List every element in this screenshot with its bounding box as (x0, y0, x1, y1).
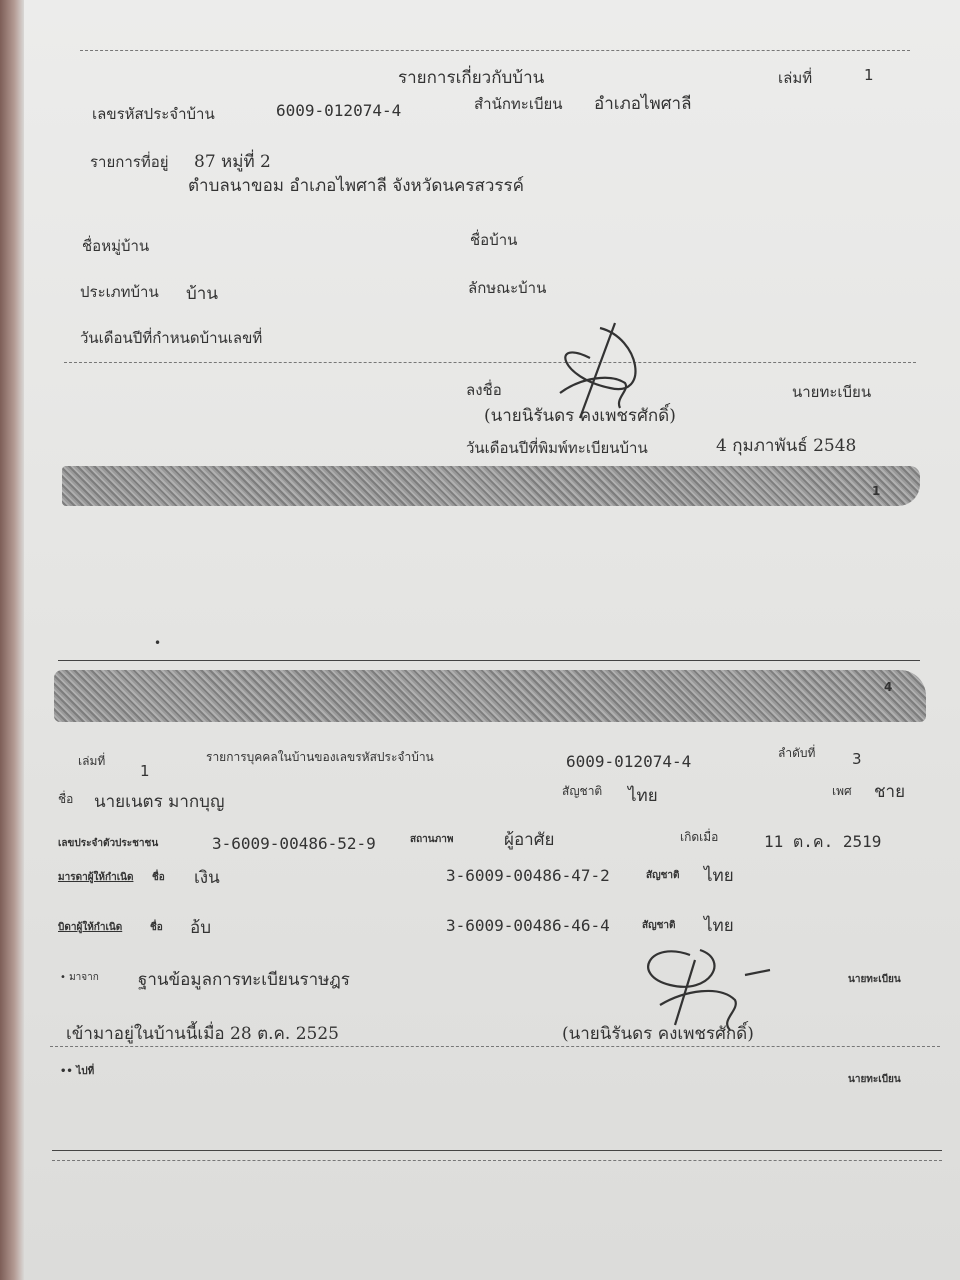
house-character-label: ลักษณะบ้าน (468, 279, 547, 297)
house-code-value: 6009-012074-4 (276, 101, 402, 120)
status-label: สถานภาพ (410, 834, 454, 845)
order-label: ลำดับที่ (778, 746, 816, 760)
person-registrar-title-2: นายทะเบียน (848, 1074, 901, 1085)
date-assigned-label: วันเดือนปีที่กำหนดบ้านเลขที่ (80, 329, 263, 347)
mother-nat: ไทย (704, 866, 734, 886)
name-label: ชื่อ (58, 792, 74, 806)
sex-label: เพศ (832, 784, 852, 798)
mother-nat-label: สัญชาติ (646, 870, 680, 881)
born-value: 11 ต.ค. 2519 (764, 832, 882, 851)
born-label: เกิดเมื่อ (680, 830, 719, 844)
house-type-value: บ้าน (186, 284, 218, 304)
top-dashed-rule (80, 50, 910, 51)
book-value: 1 (864, 66, 874, 84)
nationality-value: ไทย (628, 786, 658, 806)
address-line1: 87 หมู่ที่ 2 (194, 152, 271, 172)
page-separator-band-2 (54, 670, 926, 722)
sex-value: ชาย (874, 782, 906, 802)
person-registrar-name: (นายนิรันดร คงเพชรศักดิ์) (562, 1024, 754, 1044)
father-label: บิดาผู้ให้กำเนิด (58, 922, 123, 933)
from-label: • มาจาก (60, 972, 99, 983)
father-name: อ้บ (190, 918, 212, 938)
house-code-label: เลขรหัสประจำบ้าน (92, 105, 215, 123)
person-house-code: 6009-012074-4 (566, 752, 692, 771)
father-id: 3-6009-00486-46-4 (446, 916, 610, 935)
village-name-label: ชื่อหมู่บ้าน (82, 237, 150, 255)
from-value: ฐานข้อมูลการทะเบียนราษฎร (138, 970, 350, 990)
name-value: นายเนตร มากบุญ (94, 792, 225, 812)
address-label: รายการที่อยู่ (90, 153, 169, 171)
registrar-name: (นายนิรันดร คงเพชรศักดิ์) (484, 406, 676, 426)
print-date-label: วันเดือนปีที่พิมพ์ทะเบียนบ้าน (466, 439, 648, 457)
stray-mark: • (154, 636, 162, 650)
person-book-label: เล่มที่ (78, 754, 106, 768)
address-line2: ตำบลนาขอม อำเภอไพศาลี จังหวัดนครสวรรค์ (188, 176, 525, 196)
book-label: เล่มที่ (778, 69, 813, 87)
house-type-label: ประเภทบ้าน (80, 283, 159, 301)
person-book-value: 1 (140, 762, 150, 780)
order-value: 3 (852, 750, 862, 768)
page-number-4: 4 (884, 680, 893, 694)
person-top-rule (58, 660, 920, 661)
status-value: ผู้อาศัย (504, 830, 555, 850)
father-name-label: ชื่อ (150, 922, 163, 933)
mother-id: 3-6009-00486-47-2 (446, 866, 610, 885)
mother-name-label: ชื่อ (152, 872, 165, 883)
lower-dashed-rule (50, 1046, 940, 1047)
moved-in-date: เข้ามาอยู่ในบ้านนี้เมื่อ 28 ต.ค. 2525 (66, 1024, 339, 1044)
office-value: อำเภอไพศาลี (594, 94, 692, 114)
house-name-label: ชื่อบ้าน (470, 231, 518, 249)
bottom-rule (52, 1150, 942, 1151)
registrar-title: นายทะเบียน (792, 383, 872, 401)
id-value: 3-6009-00486-52-9 (212, 834, 376, 853)
person-registrar-title: นายทะเบียน (848, 974, 901, 985)
sign-label: ลงชื่อ (466, 381, 502, 399)
father-nat-label: สัญชาติ (642, 920, 676, 931)
house-section-title: รายการเกี่ยวกับบ้าน (398, 68, 545, 88)
father-nat: ไทย (704, 916, 734, 936)
office-label: สำนักทะเบียน (474, 95, 563, 113)
registrar-signature-1 (520, 318, 700, 428)
print-date-value: 4 กุมภาพันธ์ 2548 (716, 436, 857, 456)
mother-name: เงิน (194, 868, 220, 888)
person-list-title: รายการบุคคลในบ้านของเลขรหัสประจำบ้าน (206, 750, 434, 764)
mother-label: มารดาผู้ให้กำเนิด (58, 872, 134, 883)
background-cloth (0, 0, 24, 1280)
page-number-1: 1 (872, 484, 881, 498)
bottom-dashed-rule (52, 1160, 942, 1161)
nationality-label: สัญชาติ (562, 784, 603, 798)
mid-dashed-rule (64, 362, 916, 363)
to-label: •• ไปที่ (60, 1066, 95, 1077)
id-label: เลขประจำตัวประชาชน (58, 838, 159, 849)
page-separator-band-1 (62, 466, 920, 506)
